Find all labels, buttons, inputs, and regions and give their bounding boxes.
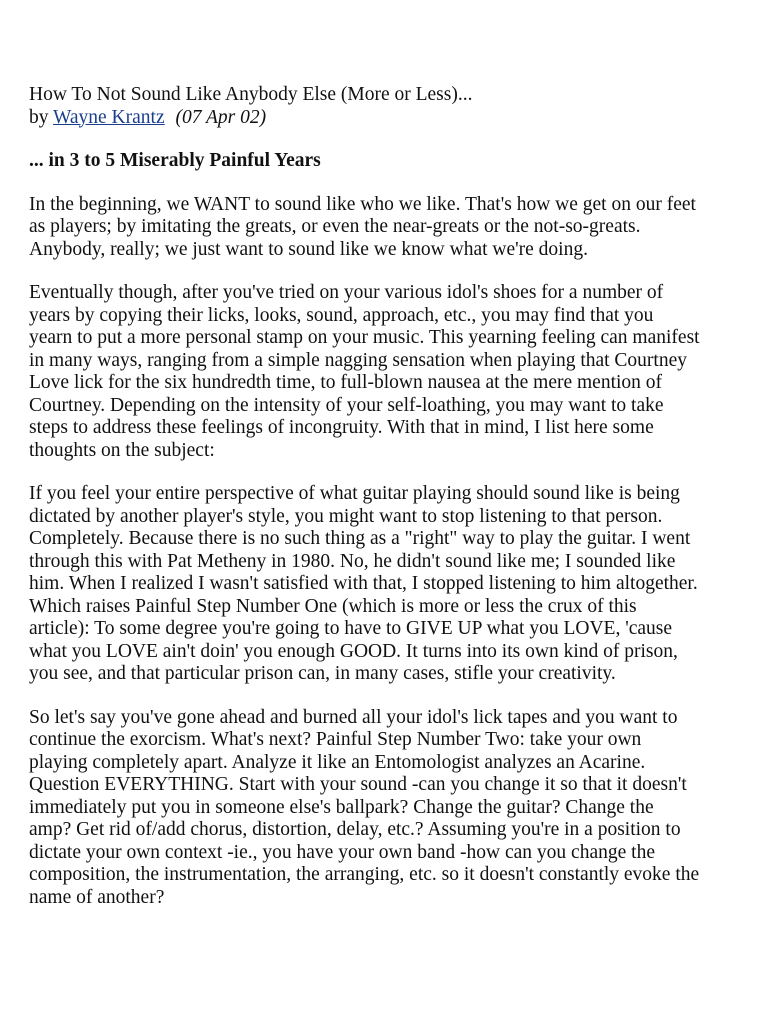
paragraph-line: through this with Pat Metheny in 1980. No, he didn't sound like me; I sounded like	[29, 550, 676, 572]
paragraph-line: name of another?	[29, 886, 165, 908]
paragraph-line: Completely. Because there is no such thing as a "right" way to play the guitar. I went	[29, 528, 691, 549]
article-subtitle: ... in 3 to 5 Miserably Painful Years	[29, 150, 321, 171]
paragraph-3	[29, 483, 747, 686]
paragraph-line: Which raises Painful Step Number One (which is more or less the crux of this	[29, 595, 637, 617]
paragraph-line: Anybody, really; we just want to sound like we know what we're doing.	[29, 238, 588, 260]
paragraph-line: years by copying their licks, looks, sound, approach, etc., you may find that you	[29, 304, 654, 326]
byline-prefix: by	[29, 106, 49, 128]
paragraph-line: playing completely apart. Analyze it like an Entomologist analyzes an Acarine.	[29, 751, 646, 773]
paragraph-line: continue the exorcism. What's next? Painful Step Number Two: take your own	[29, 729, 642, 750]
paragraph-line: dictate your own context -ie., you have your own band -how can you change the	[29, 841, 655, 863]
paragraph-2	[29, 282, 747, 462]
paragraph-line: Question EVERYTHING. Start with your sound -can you change it so that it doesn't	[29, 774, 687, 795]
paragraph-line: steps to address these feelings of incongruity. With that in mind, I list here some	[29, 417, 654, 438]
article-title: How To Not Sound Like Anybody Else (More or Less)...	[29, 84, 473, 105]
paragraph-line: thoughts on the subject:	[29, 439, 215, 461]
paragraph-line: article): To some degree you're going to have to GIVE UP what you LOVE, 'cause	[29, 618, 673, 639]
paragraph-line: Love lick for the six hundredth time, to full-blown nausea at the mere mention of	[29, 372, 663, 393]
paragraph-line: Eventually though, after you've tried on your various idol's shoes for a number of	[29, 282, 664, 303]
paragraph-line: in many ways, ranging from a simple nagging sensation when playing that Courtney	[29, 349, 688, 371]
paragraph-line: dictated by another player's style, you might want to stop listening to that person.	[29, 505, 663, 527]
paragraph-line: as players; by imitating the greats, or even the near-greats or the not-so-greats.	[29, 216, 641, 237]
paragraph-line: In the beginning, we WANT to sound like who we like. That's how we get on our feet	[29, 193, 696, 215]
paragraph-line: immediately put you in someone else's ballpark? Change the guitar? Change the	[29, 796, 654, 818]
paragraph-line: If you feel your entire perspective of what guitar playing should sound like is being	[29, 483, 680, 504]
paragraph-line: you see, and that particular prison can, in many cases, stifle your creativity.	[29, 663, 616, 684]
author-link[interactable]: Wayne Krantz	[53, 106, 165, 128]
paragraph-line: yearn to put a more personal stamp on your music. This yearning feeling can manifest	[29, 327, 700, 348]
paragraph-line: him. When I realized I wasn't satisfied with that, I stopped listening to him altogether.	[29, 573, 698, 594]
publish-date: (07 Apr 02)	[175, 106, 267, 128]
paragraph-line: amp? Get rid of/add chorus, distortion, delay, etc.? Assuming you're in a position to	[29, 819, 681, 840]
paragraph-line: what you LOVE ain't doin' you enough GOOD. It turns into its own kind of prison,	[29, 640, 678, 662]
article	[29, 84, 747, 909]
paragraph-line: composition, the instrumentation, the arranging, etc. so it doesn't constantly evoke the	[29, 864, 700, 885]
paragraph-1	[29, 194, 747, 262]
paragraph-line: Courtney. Depending on the intensity of your self-loathing, you may want to take	[29, 394, 664, 416]
paragraph-line: So let's say you've gone ahead and burned all your idol's lick tapes and you want to	[29, 706, 678, 728]
paragraph-4	[29, 707, 747, 910]
byline	[29, 107, 747, 130]
